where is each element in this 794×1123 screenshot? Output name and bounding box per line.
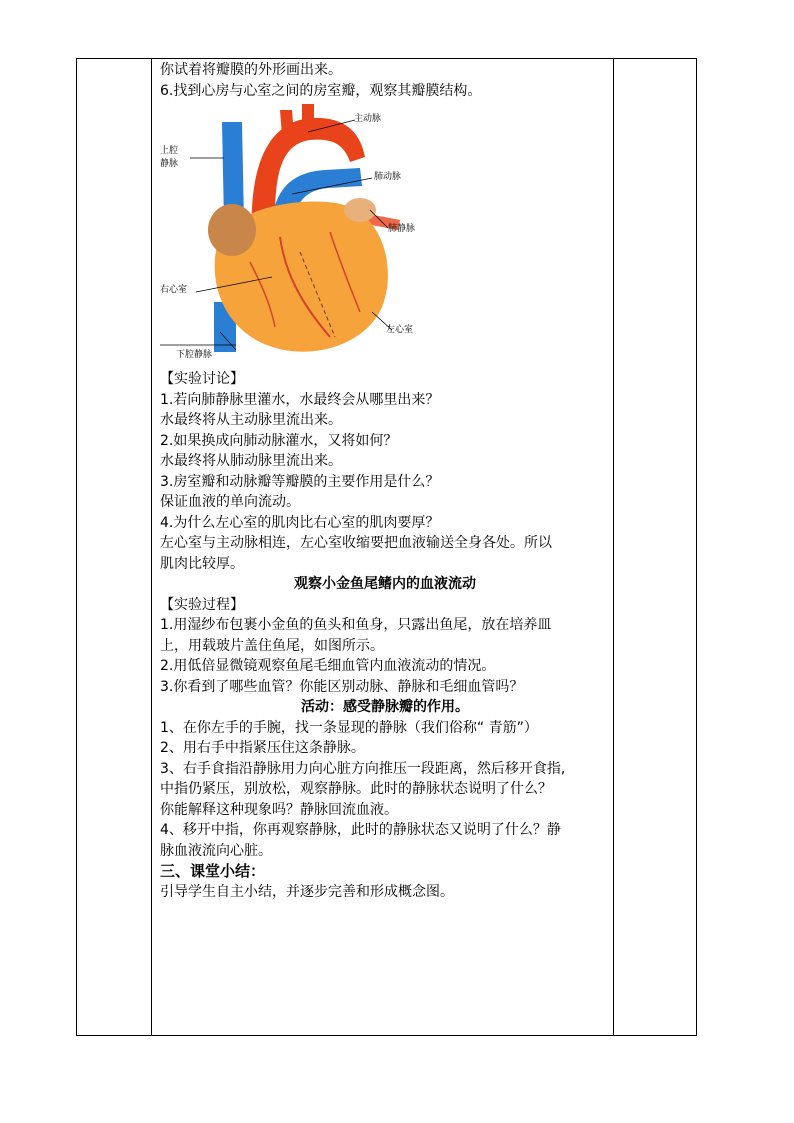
section-heading: 【实验过程】 — [160, 596, 244, 613]
text-line: 水最终将从肺动脉里流出来。 — [160, 453, 342, 469]
text-line: 2.如果换成向肺动脉灌水，又将如何？ — [160, 432, 398, 449]
label-pulmonary-vein: 肺静脉 — [388, 224, 416, 234]
text-line: 4、移开中指，你再观察静脉，此时的静脉状态又说明了什么？静 — [160, 822, 561, 838]
text-line: 1、在你左手的手腕，找一条显现的静脉（我们俗称“ 青筋”） — [160, 719, 538, 736]
label-svc-line1: 上腔 — [160, 146, 179, 156]
summary-text: 引导学生自主小结，并逐步完善和形成概念图。 — [160, 883, 454, 900]
text-line: 水最终将从主动脉里流出来。 — [160, 412, 342, 428]
lesson-content — [160, 60, 610, 902]
text-line: 4.为什么左心室的肌肉比右心室的肌肉要厚？ — [160, 514, 440, 531]
heart-illustration — [160, 102, 422, 369]
text-line: 3.你看到了哪些血管？你能区别动脉、静脉和毛细血管吗？ — [160, 678, 524, 695]
text-line: 2.用低倍显微镜观察鱼尾毛细血管内血液流动的情况。 — [160, 658, 496, 674]
label-svc-line2: 静脉 — [160, 159, 179, 169]
activity-title: 活动：感受静脉瓣的作用。 — [301, 699, 469, 715]
heart-diagram — [160, 102, 420, 369]
text-line: 脉血液流向心脏。 — [160, 842, 272, 859]
text-line: 你试着将瓣膜的外形画出来。 — [160, 62, 342, 78]
text-line: 上，用载玻片盖住鱼尾，如图所示。 — [160, 637, 384, 654]
text-line: 中指仍紧压，别放松，观察静脉。此时的静脉状态说明了什么？ — [160, 781, 552, 797]
section-heading: 【实验讨论】 — [160, 371, 244, 387]
text-line: 6.找到心房与心室之间的房室瓣，观察其瓣膜结构。 — [160, 82, 482, 99]
text-line: 2、用右手中指紧压住这条静脉。 — [160, 740, 365, 756]
text-line: 3、右手食指沿静脉用力向心脏方向推压一段距离，然后移开食指, — [160, 760, 566, 777]
fish-experiment-title: 观察小金鱼尾鳍内的血液流动 — [294, 576, 476, 592]
column-divider-right — [613, 59, 614, 1035]
summary-heading: 三、课堂小结： — [160, 862, 266, 880]
label-aorta: 主动脉 — [354, 114, 382, 124]
text-line: 1.若向肺静脉里灌水，水最终会从哪里出来？ — [160, 391, 440, 408]
text-line: 3.房室瓣和动脉瓣等瓣膜的主要作用是什么？ — [160, 473, 440, 490]
label-ivc: 下腔静脉 — [176, 350, 213, 360]
text-line: 肌肉比较厚。 — [160, 555, 244, 572]
text-line: 1.用湿纱布包裹小金鱼的鱼头和鱼身，只露出鱼尾，放在培养皿 — [160, 617, 552, 633]
label-left-ventricle: 左心室 — [386, 325, 414, 335]
label-pulmonary-artery: 肺动脉 — [374, 172, 402, 182]
text-line: 你能解释这种现象吗？静脉回流血液。 — [160, 801, 398, 818]
text-line: 左心室与主动脉相连，左心室收缩要把血液输送全身各处。所以 — [160, 535, 552, 551]
column-divider-left — [151, 59, 152, 1035]
text-line: 保证血液的单向流动。 — [160, 494, 300, 510]
label-right-ventricle: 右心室 — [160, 285, 188, 295]
